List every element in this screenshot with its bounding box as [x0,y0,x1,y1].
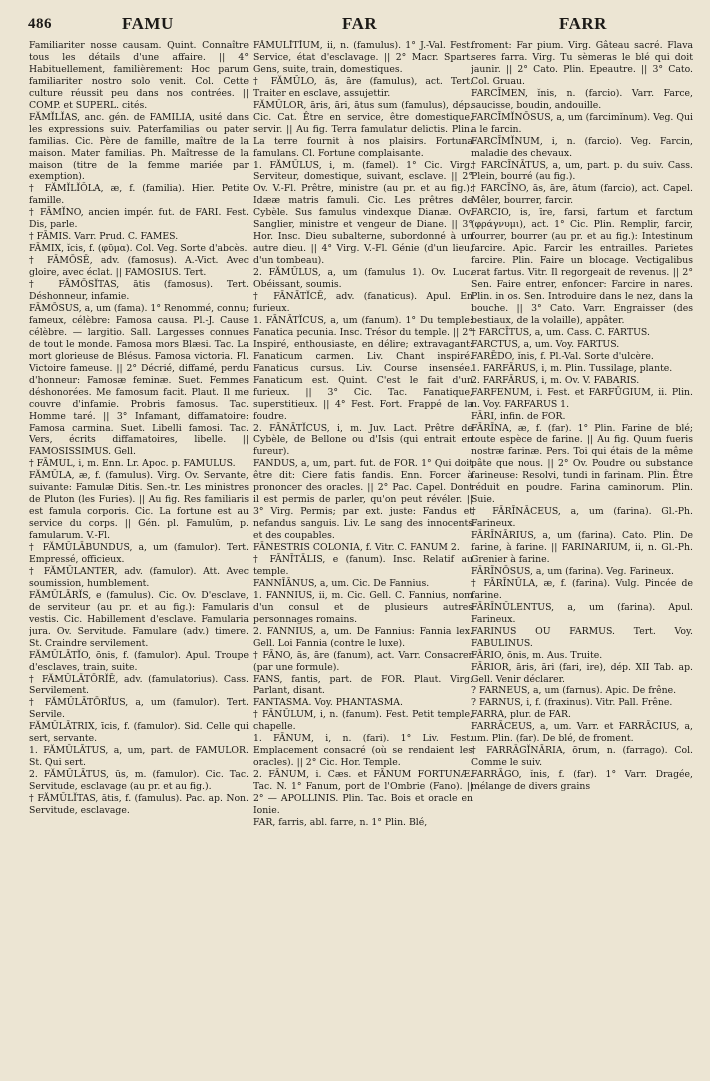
dictionary-entry: † FĂMĬLĬŎLA, æ, f. (familia). Hier. Petite famille. [29,183,249,207]
dictionary-entry: † FĂMŬLĀTŌRĬUS, a, um (famulor). Tert. Servile. [29,697,249,721]
dictionary-entry: † FĂMŬLĀBUNDUS, a, um (famulor). Tert. Empressé, officieux. [29,542,249,565]
dictionary-entry: † FĂMŬLANTER, adv. (famulor). Att. Avec soumission, humblement. [29,565,249,589]
dictionary-entry: FANDUS, a, um, part. fut. de FOR. 1° Qui doit être dit: Ciere fatis fandis. Enn. Forcer à prononcer des oracles. || 2° Pac. Capel. Dont il est permis de parler, qu'on peut révéler. || 3° Virg. Permis; par ext. juste: Fandus et nefandus sanguis. Liv. Le sang des innocents et des coupables. [253,458,473,542]
dictionary-entry: FARRĀGO, ĭnis, f. (far). 1° Varr. Dragée, mélange de divers grains [471,769,693,793]
dictionary-entry: FĀRIOR, āris, āri (fari, ire), dép. XII Tab. ap. Gell. Venir déclarer. [471,661,693,685]
dictionary-entry: FĂMŬLĀTRIX, īcis, f. (famulor). Sid. Celle qui sert, servante. [29,721,249,745]
dictionary-entry: FARRĀCEUS, a, um. Varr. et FARRĀCIUS, a, um. Plin. (far). De blé, de froment. [471,721,693,745]
dictionary-entry: FĀMIX, ĭcis, f. (φῦμα). Col. Veg. Sorte d'abcès. [29,243,248,255]
dictionary-entry: 2. FARFĀRUS, i, m. Ov. V. FABARIS. [471,374,640,386]
dictionary-entry: 1. FANNIUS, ii, m. Cic. Gell. C. Fannius, nom d'un consul et de plusieurs autres personnages romains. [253,589,473,625]
dictionary-entry: FARCĪMĬNUM, i, n. (farcio). Veg. Farcin, maladie des chevaux. [471,135,693,159]
dictionary-entry: 1. FĂMŬLUS, i, m. (famel). 1° Cic. Virg. Serviteur, domestique, suivant, esclave. || 2° Ov. V.-Fl. Prêtre, ministre (au pr. et au fig.): Idææ matris famuli. Cic. Les prêtres de Cybèle. Sus famulus vindexque Dianæ. Ov. Sanglier, ministre et vengeur de Diane. || 3° Hor. Insc. Dieu subalterne, subordonné à un autre dieu. || 4° Virg. V.-Fl. Génie (d'un lieu, d'un tombeau). [253,159,473,267]
dictionary-entry: † FĀMIS. Varr. Prud. C. FAMES. [29,231,179,243]
dictionary-entry: † FĀMŌSĒ, adv. (famosus). A.-Vict. Avec gloire, avec éclat. || FAMOSIUS. Tert. [29,255,249,279]
dictionary-entry: FANNĪĀNUS, a, um. Cic. De Fannius. [253,577,430,589]
dictionary-entry: † FĀRĪNŬLA, æ, f. (farina). Vulg. Pincée de farine. [471,577,693,601]
dictionary-entry: FĂMŬLĬTĬUM, ii, n. (famulus). 1° J.-Val. Fest. Service, état d'esclavage. || 2° Macr. Spart. Gens, suite, train, domestiques. [253,40,473,75]
dictionary-entry: † FĀRĪNĀCEUS, a, um (farina). Gl.-Ph. Farineux. [471,506,693,530]
dictionary-entry: † FARCĪNĀTUS, a, um, part. p. du suiv. Cass. Plein, bourré (au fig.). [471,159,693,183]
page-header [0,0,710,40]
dictionary-entry: 1. FĀNĀTĬCUS, a, um (fanum). 1° Du temple: Fanatica pecunia. Insc. Trésor du temple. || 2° Inspiré, enthousiaste, en délire; extravagant: Fanaticum carmen. Liv. Chant inspiré. Fanaticus cursus. Liv. Course insensée. Fanaticum est. Quint. C'est le fait d'un furieux. || 3° Cic. Tac. Fanatique, superstitieux. || 4° Fest. Fort. Frappé de la foudre. [253,314,473,422]
dictionary-entry: † FĂMŬLO, ās, āre (famulus), act. Tert. Traiter en esclave, assujettir. [253,75,473,99]
dictionary-entry: FĀRĪNA, æ, f. (far). 1° Plin. Farine de blé; toute espèce de farine. || Au fig. Quum fueris nostræ farinæ. Pers. Toi qui étais de la même pâte que nous. || 2° Ov. Poudre ou substance farineuse: Resolvi, tundi in farinam. Plin. Être réduit en poudre. Farina caminorum. Plin. Suie. [471,422,693,506]
dictionary-entry: FARĒDO, ĭnis, f. Pl.-Val. Sorte d'ulcère. [471,350,654,362]
dictionary-entry: FARCĪMEN, ĭnis, n. (farcio). Varr. Farce, saucisse, boudin, andouille. [471,87,693,111]
dictionary-entry: FARCIO, is, īre, farsi, fartum et farctum (φράγνυμι), act. 1° Cic. Plin. Remplir, farcir, fourrer, bourrer (au pr. et au fig.): Intestinum farcire. Apic. Farcir les entrailles. Parietes farcire. Plin. Faire un blocage. Vectigalibus erat fartus. Vitr. Il regorgeait de revenus. || 2° Sen. Faire entrer, enfoncer: Farcire in nares. Plin. in os. Sen. Introduire dans le nez, dans la bouche. || 3° Cato. Varr. Engraisser (des bestiaux, de la volaille), appâter. [471,207,693,326]
dictionary-entry: 1. FARFĀRUS, i, m. Plin. Tussilage, plante. [471,362,673,374]
dictionary-entry: FĀRĪNĀRIUS, a, um (farina). Cato. Plin. De farine, à farine. || FARINARIUM, ii, n. Gl.-Ph. Grenier à farine. [471,530,693,565]
column-middle [253,40,473,1060]
dictionary-entry: † FĀNĀTĬCĒ, adv. (fanaticus). Apul. En furieux. [253,291,473,314]
dictionary-entry: † FĀMĬNO, ancien impér. fut. de FARI. Fest. Dis, parle. [29,207,249,231]
dictionary-entry: FARFENUM, i. Fest. et FARFŪGIUM, ii. Plin. n. Voy. FARFARUS 1. [471,386,693,410]
dictionary-entry: † FĀNO, ās, āre (fanum), act. Varr. Consacrer (par une formule). [253,649,473,673]
column-left [29,40,249,1060]
dictionary-entry: † FARRĀGĬNĀRIA, ōrum, n. (farrago). Col. Comme le suiv. [471,745,693,769]
dictionary-entry: 2. FĂMŬLUS, a, um (famulus 1). Ov. Luc. Obéissant, soumis. [253,267,473,291]
dictionary-entry: FĀRIO, ōnis, m. Aus. Truite. [471,649,603,661]
dictionary-entry: FĀRĪNŌSUS, a, um (farina). Veg. Farineux. [471,565,674,577]
dictionary-entry: 2. FĀNUM, i. Cæs. et FĀNUM FORTUNÆ. Tac. N. 1° Fanum, port de l'Ombrie (Fano). || 2° — APOLLINIS. Plin. Tac. Bois et oracle en Ionie. [253,769,473,816]
dictionary-entry: 2. FĂMŬLĀTUS, ūs, m. (famulor). Cic. Tac. Servitude, esclavage (au pr. et au fig.). [29,769,249,793]
dictionary-entry: † FĀNŬLUM, i, n. (fanum). Fest. Petit temple, chapelle. [253,709,473,733]
dictionary-entry: FĀRĪNŬLENTUS, a, um (farina). Apul. Farineux. [471,601,693,625]
dictionary-entry: FĂMŬLĀTĬO, ōnis, f. (famulor). Apul. Troupe d'esclaves, train, suite. [29,649,249,673]
dictionary-entry: † FĂMŬLĀTŌRĬĒ, adv. (famulatorius). Cass. Servilement. [29,673,249,697]
dictionary-entry: † FARCĪTUS, a, um. Cass. C. FARTUS. [471,326,650,338]
dictionary-entry: FĂMŬLA, æ, f. (famulus). Virg. Ov. Servante, suivante: Famulæ Ditis. Sen.-tr. Les ministres de Pluton (les Furies). || Au fig. Res familiaris est famula corporis. Cic. La fortune est au service du corps. || Gén. pl. Famulūm, p. famularum. V.-Fl. [29,470,249,542]
dictionary-entry: 2. FANNIUS, a, um. De Fannius: Fannia lex. Gell. Loi Fannia (contre le luxe). [253,625,473,649]
dictionary-entry: FĀNESTRIS COLONIA, f. Vitr. C. FANUM 2. [253,542,460,554]
guide-word-left: FAMU [122,14,174,33]
dictionary-entry: froment: Far pium. Virg. Gâteau sacré. Flava seres farra. Virg. Tu sèmeras le blé qui doit jaunir. || 2° Cato. Plin. Epeautre. || 3° Cato. Col. Gruau. [471,40,693,87]
guide-word-right: FARR [559,14,607,33]
column-right [471,40,693,1060]
dictionary-entry: ? FARNEUS, a, um (farnus). Apic. De frêne. [471,685,677,697]
dictionary-entry: FARCTUS, a, um. Voy. FARTUS. [471,338,620,350]
dictionary-entry: † FĀMUL, i, m. Enn. Lr. Apoc. p. FAMULUS. [29,458,236,470]
dictionary-entry: FANTASMA. Voy. PHANTASMA. [253,697,403,709]
dictionary-entry: Familiariter nosse causam. Quint. Connaître tous les détails d'une affaire. || 4° Habituellement, familièrement: Hoc parum familiariter nostro solo venit. Col. Cette culture réussit peu dans nos contrées. || COMP. et SUPERL. cités. [29,40,249,111]
dictionary-entry: FANS, fantis, part. de FOR. Plaut. Virg. Parlant, disant. [253,673,473,697]
dictionary-entry: † FĀNĪTĀLIS, e (fanum). Insc. Relatif au temple. [253,553,473,577]
dictionary-entry: FAR, farris, abl. farre, n. 1° Plin. Blé, [253,816,428,828]
dictionary-entry: FĂMŬLOR, āris, āri, ātus sum (famulus), dép. Cic. Cat. Être en service, être domestique, servir. || Au fig. Terra famulatur delictis. Plin. La terre fournit à nos plaisirs. Fortuna famulans. Cl. Fortune complaisante. [253,99,473,159]
dictionary-entry: FARCĪMĬNŌSUS, a, um (farcimĭnum). Veg. Qui a le farcin. [471,111,693,135]
page-number: 486 [28,16,52,32]
dictionary-entry: FARINUS OU FARMUS. Tert. Voy. FABULINUS. [471,625,693,649]
dictionary-entry: FĀMŌSUS, a, um (fama). 1° Renommé, connu; fameux, célèbre: Famosa causa. Pl.-J. Cause célèbre. — largitio. Sall. Largesses connues de tout le monde. Famosa mors Blæsi. Tac. La mort glorieuse de Blésus. Famosa victoria. Fl. Victoire fameuse. || 2° Décrié, diffamé, perdu d'honneur: Famosæ feminæ. Suet. Femmes déshonorées. Me famosum facit. Plaut. Il me couvre d'infamie. Probris famosus. Tac. Homme taré. || 3° Infamant, diffamatoire: Famosa carmina. Suet. Libelli famosi. Tac. Vers, écrits diffamatoires, libelle. || FAMOSISSIMUS. Gell. [29,302,249,458]
dictionary-entry: FĀRI, infin. de FOR. [471,410,566,422]
dictionary-entry: † FARCĪNO, ās, āre, ātum (farcio), act. Capel. Mêler, bourrer, farcir. [471,183,693,207]
dictionary-entry: † FĀMŌSĬTAS, ātis (famosus). Tert. Déshonneur, infamie. [29,279,249,303]
guide-word-center: FAR [342,14,378,33]
dictionary-entry: FARRA, plur. de FAR. [471,709,571,721]
dictionary-entry: FĂMĬLĬAS, anc. gén. de FAMILIA, usité dans les expressions suiv. Paterfamilias ou pater familias. Cic. Père de famille, maître de la maison. Mater familias. Ph. Maîtresse de la maison (titre de la femme mariée par exemption). [29,111,249,183]
dictionary-entry: 2. FĀNĀTĬCUS, i, m. Juv. Lact. Prêtre de Cybèle, de Bellone ou d'Isis (qui entrait en fureur). [253,422,473,458]
dictionary-entry: 1. FĂMŬLĀTUS, a, um, part. de FAMULOR. St. Qui sert. [29,745,249,769]
dictionary-entry: FĂMŬLĀRĬS, e (famulus). Cic. Ov. D'esclave, de serviteur (au pr. et au fig.): Famularis vestis. Cic. Habillement d'esclave. Famularia jura. Ov. Servitude. Famulare (adv.) timere. St. Craindre servilement. [29,589,249,649]
dictionary-entry: ? FARNUS, i, f. (fraxinus). Vitr. Pall. Frêne. [471,697,673,709]
dictionary-entry: 1. FĀNUM, i, n. (fari). 1° Liv. Fest. Emplacement consacré (où se rendaient les oracles). || 2° Cic. Hor. Temple. [253,733,473,769]
dictionary-entry: † FĂMŬLĬTAS, ātis, f. (famulus). Pac. ap. Non. Servitude, esclavage. [29,793,249,816]
